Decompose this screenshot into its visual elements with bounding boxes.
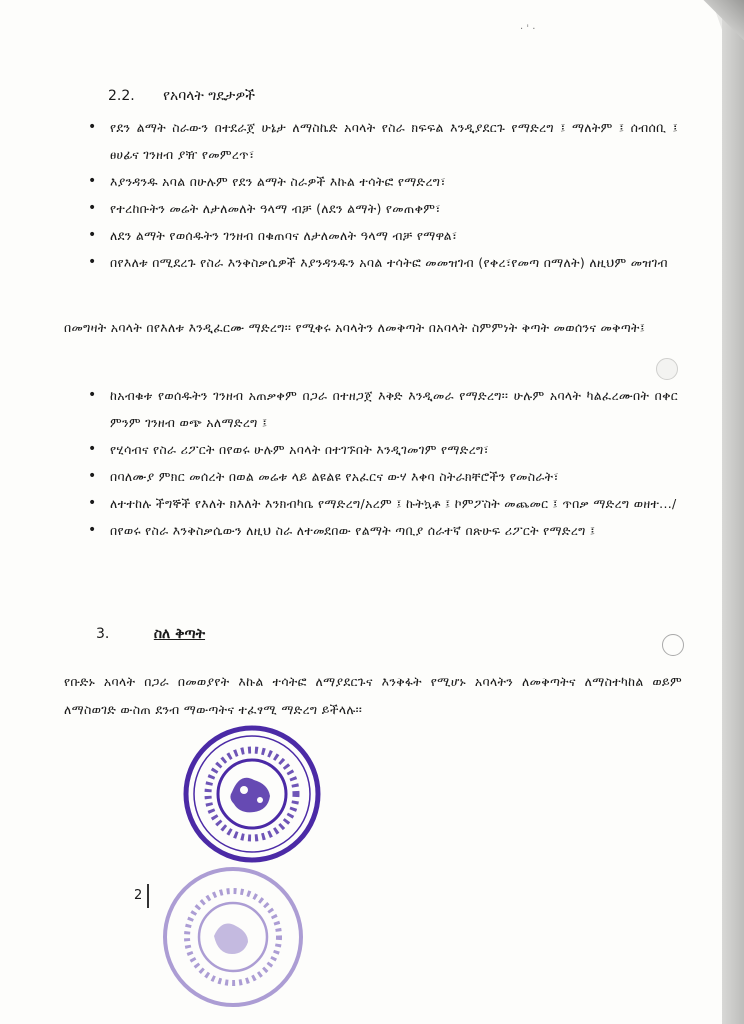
paragraph-1: በመግዛት አባላት በየእለቱ እንዲፈርሙ ማድረግ፡፡ የሚቀሩ አባላትን ለመቅጣት በአባላት ስምምነት ቅጣት መወሰንና መቅጣት፤ <box>64 320 646 335</box>
folded-corner <box>684 0 744 40</box>
list-item: • ለተተከሉ ችግኞች የእለት ክእለት እንክብካቤ የማድረግ/አረም ፤ ኩትኳቶ ፤ ኮምፖስት መጨመር ፤ ጥበቃ ማድረግ ወዘተ.../ <box>88 490 678 517</box>
section-heading-2-2 <box>108 88 255 104</box>
list-item: • ከአብቁቱ የወሰዱትን ገንዘብ አጠቃቀም በጋራ በተዘጋጀ እቅድ እንዲመራ የማድረግ፡፡ ሁሉም አባላት ካልፈረሙበት በቀር ምንም ገንዘብ ወጭ አለማድረግ ፤ <box>88 382 678 436</box>
list-item: • የደን ልማት ስራውን በተደራጀ ሁኔታ ለማስኬድ አባላት የስራ ክፍፍል እንዲያደርጉ የማድረግ ፤ ማለትም ፤ ሰብሰቢ ፤ ፀሀፊና ገንዘብ ያዥ የመምረጥ፣ <box>88 114 678 168</box>
page-edge-shadow <box>722 0 744 1024</box>
bullet-icon: • <box>88 254 97 270</box>
faded-stamp <box>158 862 308 1012</box>
section-number: 2.2. <box>108 88 135 104</box>
bullet-icon: • <box>88 441 97 457</box>
list-item: • በየእለቱ በሚደረጉ የስራ እንቅስቃሴዎች እያንዳንዱን አባል ተሳትፎ መመዝገብ (የቀረ፣የመጣ በማለት) ለዚህም መዝገብ <box>88 249 678 276</box>
list-item: • በባለሙያ ምክር መሰረት በወል መሬቱ ላይ ልዩልዩ የአፈርና ውሃ እቀባ ስትራክቸሮችን የመስራት፣ <box>88 463 678 490</box>
list-item: • እያንዳንዱ አባል በሁሉም የደን ልማት ስራዎች እኩል ተሳትፎ የማድረግ፣ <box>88 168 678 195</box>
bullet-icon: • <box>88 119 97 135</box>
official-stamp <box>180 722 324 866</box>
bullet-icon: • <box>88 522 97 538</box>
section-title: ስለ ቅጣት <box>153 626 206 642</box>
duties-list <box>88 114 678 276</box>
list-item: • ለደን ልማት የወሰዱትን ገንዘብ በቁጠባና ለታለመለት ዓላማ ብቻ የማዋል፣ <box>88 222 678 249</box>
page-number-bar <box>147 884 149 908</box>
bullet-icon: • <box>88 173 97 189</box>
scan-specks: · ˈ · <box>520 24 536 35</box>
page-number: 2 <box>134 888 143 903</box>
paragraph-2: የቡድኑ አባላት በጋራ በመወያየት እኩል ተሳትፎ ለማያደርጉና እንቅፋት የሚሆኑ አባላትን ለመቅጣትና ለማስተካከል ወይም ለማስወገድ ውስጠ ደንብ ማውጣትና ተፈፃሚ ማድረግ ይችላሉ፡፡ <box>64 674 682 717</box>
section-title: የአባላት ግዴታዎች <box>163 88 256 104</box>
section-heading-3 <box>96 626 205 642</box>
bullet-icon: • <box>88 200 97 216</box>
section-number: 3. <box>96 626 110 642</box>
list-item: • የተረከቡትን መሬት ለታለመለት ዓላማ ብቻ (ለደን ልማት) የመጠቀም፣ <box>88 195 678 222</box>
punch-hole-mark <box>662 634 684 656</box>
list-item: • የሂሳብና የስራ ሪፖርት በየወሩ ሁሉም አባላት በተገኙበት እንዲገመገም የማድረግ፣ <box>88 436 678 463</box>
tasks-list <box>88 382 678 544</box>
punch-hole <box>656 358 678 380</box>
bullet-icon: • <box>88 495 97 511</box>
bullet-icon: • <box>88 227 97 243</box>
bullet-icon: • <box>88 387 97 403</box>
list-item: • በየወሩ የስራ እንቅስቃሴውን ለዚህ ስራ ለተመደበው የልማት ጣቢያ ሰራተኛ በጽሁፍ ሪፖርት የማድረግ ፤ <box>88 517 678 544</box>
bullet-icon: • <box>88 468 97 484</box>
